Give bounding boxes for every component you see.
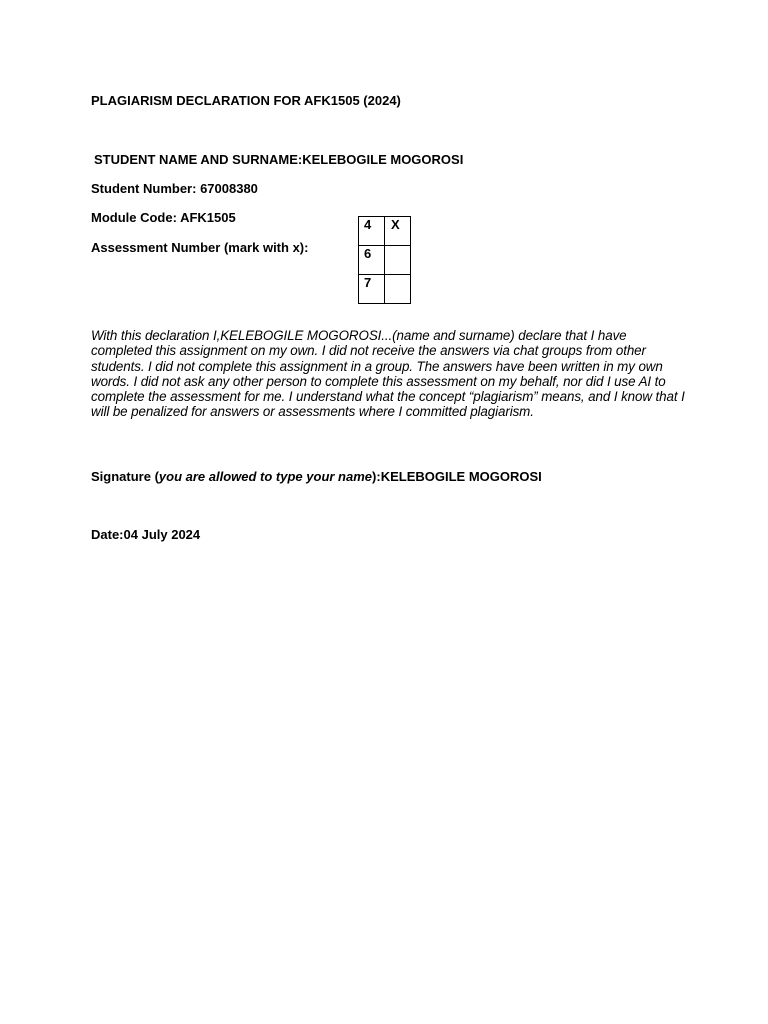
assessment-number-cell: 6 [359,246,385,275]
module-code-value: AFK1505 [180,210,236,225]
date-line [91,527,200,543]
module-code-line [91,210,236,226]
signature-label-italic: you are allowed to type your name [158,469,373,484]
signature-label-start: Signature ( [91,469,159,484]
signature-label-end: ): [372,469,381,484]
module-code-label: Module Code: [91,210,181,225]
declaration-paragraph: With this declaration I,KELEBOGILE MOGOROSI...(name and surname) declare that I have completed this assignment on my own. I did not receive the answers via chat groups from other students. I did not complete this assignment in a group. The answers have been written in my own words. I did not ask any other person to complete this assessment on my behalf, nor did I use AI to complete the assessment for me. I understand what the concept “plagiarism” means, and I know that I will be penalized for answers or assessments where I committed plagiarism. [91,328,685,420]
student-name-value: KELEBOGILE MOGOROSI [302,152,464,167]
date-label: Date: [91,527,124,542]
student-number-value: 67008380 [200,181,258,196]
signature-value: KELEBOGILE MOGOROSI [380,469,542,484]
signature-line [91,469,542,485]
student-number-line [91,181,258,197]
page-title: PLAGIARISM DECLARATION FOR AFK1505 (2024) [91,93,401,108]
student-name-line [94,152,463,168]
assessment-row [359,246,411,275]
assessment-row [359,217,411,246]
student-number-label: Student Number: [91,181,201,196]
assessment-number-label: Assessment Number (mark with x): [91,240,309,255]
date-value: 04 July 2024 [123,527,201,542]
assessment-row [359,275,411,304]
assessment-mark-cell [385,275,411,304]
assessment-mark-cell: X [385,217,411,246]
assessment-mark-cell [385,246,411,275]
assessment-number-cell: 4 [359,217,385,246]
student-name-label: STUDENT NAME AND SURNAME: [94,152,303,167]
assessment-number-table [358,216,411,304]
assessment-number-cell: 7 [359,275,385,304]
